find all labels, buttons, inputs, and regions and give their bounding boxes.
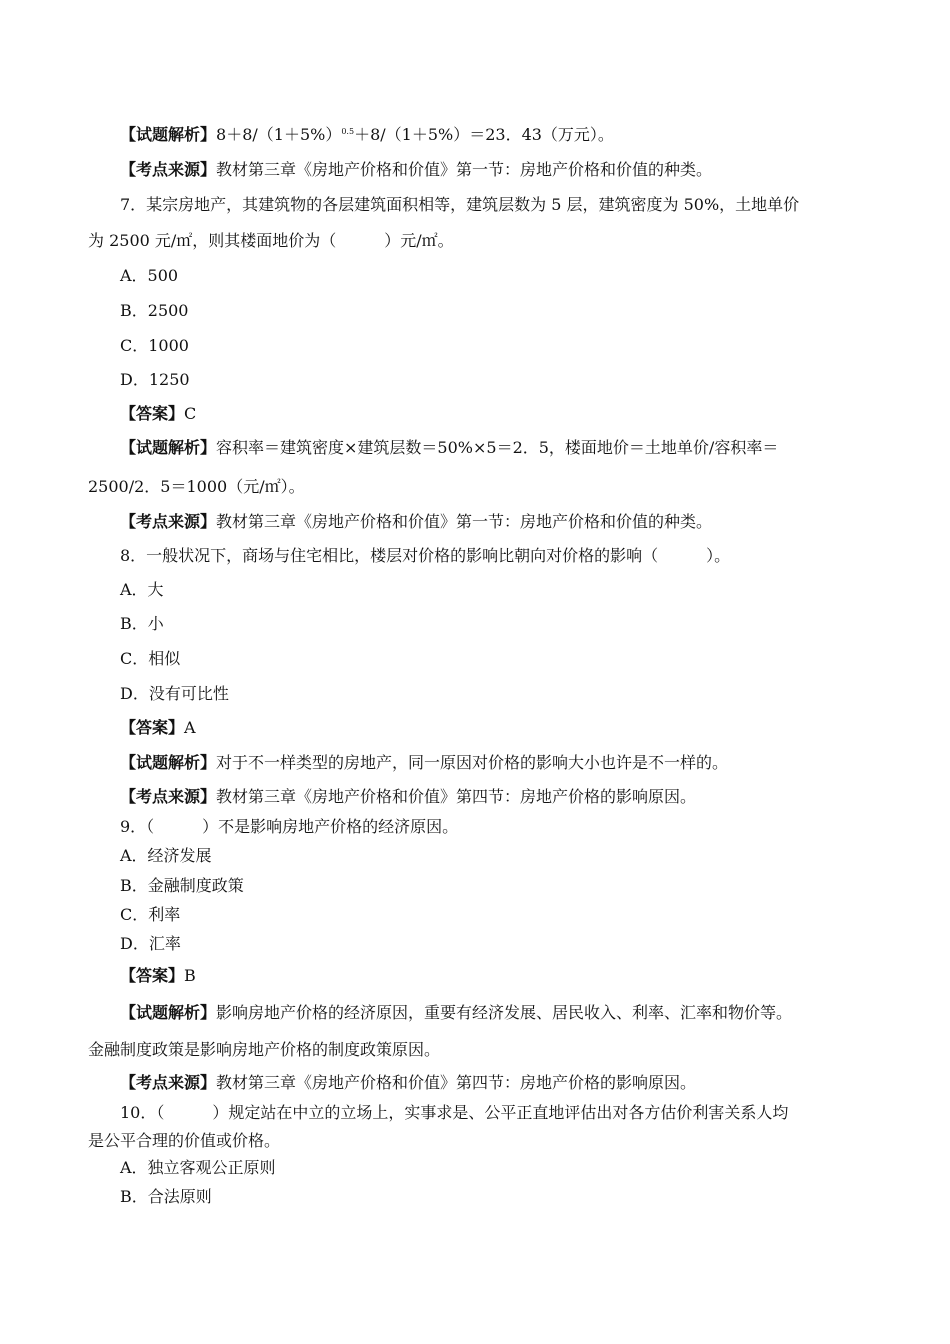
analysis-label: 【试题解析】 (120, 125, 217, 144)
answer-label: 【答案】 (120, 718, 185, 737)
analysis-label: 【试题解析】 (120, 753, 217, 772)
q9-analysis-line2: 金融制度政策是影响房地产价格的制度政策原因。 (88, 1040, 441, 1059)
q8-option-a: A．大 (120, 580, 164, 599)
q10-stem-line1: 10．（ ）规定站在中立的立场上，实事求是、公平正直地评估出对各方估价利害关系人均 (120, 1103, 789, 1122)
q8-analysis: 【试题解析】对于不一样类型的房地产，同一原因对价格的影响大小也许是不一样的。 (120, 753, 729, 772)
q10-option-a: A．独立客观公正原则 (120, 1158, 276, 1177)
q8-option-d: D．没有可比性 (120, 684, 229, 703)
source-label: 【考点来源】 (120, 787, 217, 806)
q9-source: 【考点来源】教材第三章《房地产价格和价值》第四节：房地产价格的影响原因。 (120, 1073, 697, 1092)
analysis-label: 【试题解析】 (120, 438, 217, 457)
q7-option-d: D．1250 (120, 370, 190, 389)
q6-analysis: 【试题解析】$8+8/(1+5\%)^{0.5}+8/(1+5\%)=23$．43（万元）。 (120, 125, 614, 144)
q7-stem-line2: 为 2500 元/㎡，则其楼面地价为（ ）元/㎡。 (88, 231, 454, 250)
q7-answer: 【答案】C (120, 404, 197, 423)
q9-option-d: D．汇率 (120, 934, 181, 953)
q8-answer: 【答案】A (120, 718, 196, 737)
q9-option-b: B．金融制度政策 (120, 876, 244, 895)
q8-option-b: B．小 (120, 614, 164, 633)
q7-option-a: A．500 (120, 266, 179, 285)
q8-stem: 8．一般状况下，商场与住宅相比，楼层对价格的影响比朝向对价格的影响（ ）。 (120, 546, 731, 565)
answer-label: 【答案】 (120, 966, 185, 985)
q10-stem-line2: 是公平合理的价值或价格。 (88, 1131, 281, 1150)
q7-analysis-line1: 【试题解析】容积率＝建筑密度×建筑层数＝50%×5＝2．5，楼面地价＝土地单价/容积率＝ (120, 438, 779, 457)
q10-option-b: B．合法原则 (120, 1187, 212, 1206)
source-label: 【考点来源】 (120, 160, 217, 179)
q8-option-c: C．相似 (120, 649, 181, 668)
q9-option-a: A．经济发展 (120, 846, 212, 865)
q9-answer: 【答案】B (120, 966, 196, 985)
q9-analysis-line1: 【试题解析】影响房地产价格的经济原因，重要有经济发展、居民收入、利率、汇率和物价等。 (120, 1003, 793, 1022)
q8-source: 【考点来源】教材第三章《房地产价格和价值》第四节：房地产价格的影响原因。 (120, 787, 697, 806)
source-label: 【考点来源】 (120, 512, 217, 531)
q9-option-c: C．利率 (120, 905, 181, 924)
q7-stem-line1: 7．某宗房地产，其建筑物的各层建筑面积相等，建筑层数为 5 层，建筑密度为 50%，土地单价 (120, 195, 800, 214)
q6-source: 【考点来源】教材第三章《房地产价格和价值》第一节：房地产价格和价值的种类。 (120, 160, 713, 179)
exponent: 0.5 (341, 127, 355, 136)
q7-option-b: B．2500 (120, 301, 189, 320)
q9-stem: 9．（ ）不是影响房地产价格的经济原因。 (120, 817, 459, 836)
q7-source: 【考点来源】教材第三章《房地产价格和价值》第一节：房地产价格和价值的种类。 (120, 512, 713, 531)
answer-label: 【答案】 (120, 404, 185, 423)
q7-option-c: C．1000 (120, 336, 189, 355)
source-label: 【考点来源】 (120, 1073, 217, 1092)
analysis-label: 【试题解析】 (120, 1003, 217, 1022)
q7-analysis-line2: 2500/2．5＝1000（元/㎡）。 (88, 477, 305, 496)
